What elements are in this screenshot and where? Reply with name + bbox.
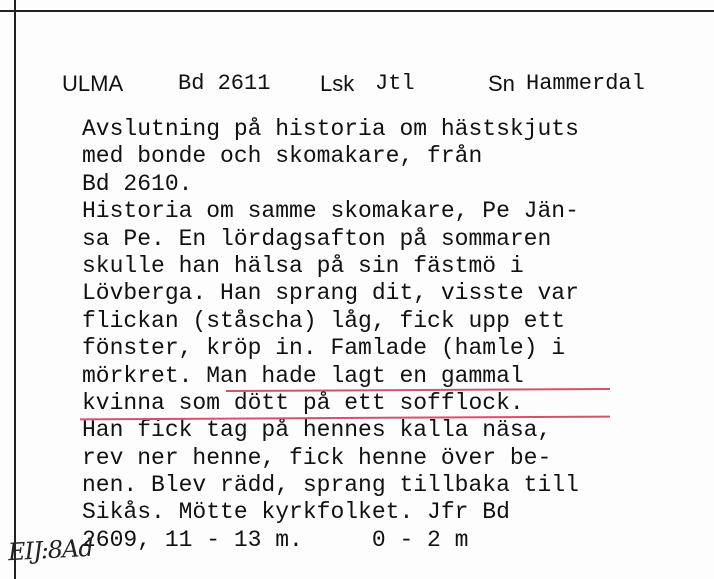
landskap-label: Lsk bbox=[320, 71, 355, 96]
text-line: Sikås. Mötte kyrkfolket. Jfr Bd bbox=[82, 499, 510, 526]
text-line: rev ner henne, fick henne över be- bbox=[82, 444, 552, 471]
text-line: Historia om samme skomakare, Pe Jän- bbox=[82, 198, 579, 225]
text-line: Avslutning på historia om hästskjuts bbox=[82, 116, 579, 142]
record-text bbox=[82, 116, 579, 554]
text-line: skulle han hälsa på sin fästmö i bbox=[82, 252, 524, 279]
text-line: Bd 2610. bbox=[82, 170, 193, 197]
text-line: nen. Blev rädd, sprang tillbaka till bbox=[82, 472, 579, 499]
socken-value: Hammerdal bbox=[526, 71, 645, 96]
text-line: 2609, 11 - 13 m. 0 - 2 m bbox=[82, 526, 469, 553]
handwritten-code: EIJ:8Ad bbox=[7, 533, 94, 567]
text-line: med bonde och skomakare, från bbox=[82, 143, 483, 170]
text-line: kvinna som dött på ett sofflock. bbox=[82, 389, 524, 416]
text-line: Han fick tag på hennes kalla näsa, bbox=[82, 417, 552, 444]
landskap-value: Jtl bbox=[375, 71, 415, 96]
socken-label: Sn bbox=[488, 71, 515, 96]
text-line: flickan (ståscha) låg, fick upp ett bbox=[82, 307, 566, 334]
card-top-border bbox=[0, 10, 714, 12]
text-line: mörkret. Man hade lagt en gammal bbox=[82, 362, 524, 389]
text-line: Lövberga. Han sprang dit, visste var bbox=[82, 280, 579, 307]
card-left-border bbox=[14, 0, 16, 579]
volume-number: Bd 2611 bbox=[178, 71, 271, 96]
text-line: fönster, kröp in. Famlade (hamle) i bbox=[82, 335, 566, 362]
text-line: sa Pe. En lördagsafton på sommaren bbox=[82, 225, 552, 252]
archive-name: ULMA bbox=[62, 71, 124, 96]
